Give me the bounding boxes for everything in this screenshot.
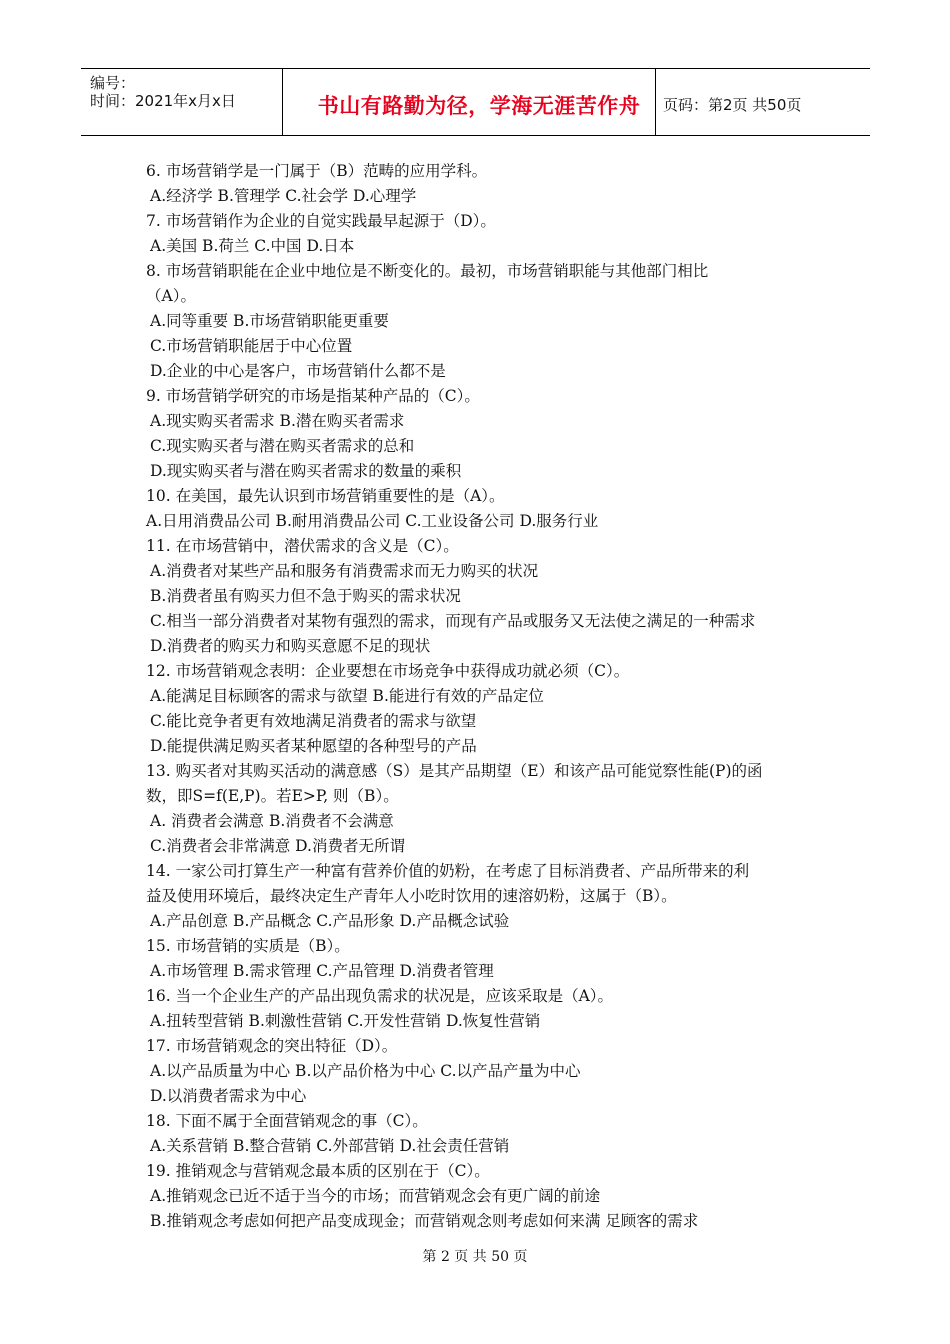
question-line: C.相当一部分消费者对某物有强烈的需求，而现有产品或服务又无法使之满足的一种需求 bbox=[150, 612, 756, 630]
question-line: 数，即S=f(E,P)。若E>P, 则（B）。 bbox=[146, 787, 399, 805]
question-line: 16. 当一个企业生产的产品出现负需求的状况是，应该采取是（A）。 bbox=[146, 987, 614, 1005]
question-line: C.消费者会非常满意 D.消费者无所谓 bbox=[150, 837, 405, 855]
doc-number-label: 编号： bbox=[90, 74, 136, 92]
question-line: 9. 市场营销学研究的市场是指某种产品的（C）。 bbox=[146, 387, 480, 405]
question-line: A.消费者对某些产品和服务有消费需求而无力购买的状况 bbox=[150, 562, 539, 580]
question-line: C.市场营销职能居于中心位置 bbox=[150, 337, 353, 355]
question-line: （A）。 bbox=[146, 287, 196, 305]
question-line: D.企业的中心是客户，市场营销什么都不是 bbox=[150, 362, 446, 380]
question-line: 14. 一家公司打算生产一种富有营养价值的奶粉，在考虑了目标消费者、产品所带来的利 bbox=[146, 862, 750, 880]
question-line: 益及使用环境后，最终决定生产青年人小吃时饮用的速溶奶粉，这属于（B）。 bbox=[146, 887, 677, 905]
question-line: A.同等重要 B.市场营销职能更重要 bbox=[150, 312, 389, 330]
question-line: A.市场管理 B.需求管理 C.产品管理 D.消费者管理 bbox=[150, 962, 494, 980]
question-line: 17. 市场营销观念的突出特征（D）。 bbox=[146, 1037, 398, 1055]
question-line: C.现实购买者与潜在购买者需求的总和 bbox=[150, 437, 415, 455]
question-line: D.消费者的购买力和购买意愿不足的现状 bbox=[150, 637, 431, 655]
page-info: 页码：第2页 共50页 bbox=[663, 96, 802, 114]
header-motto: 书山有路勤为径，学海无涯苦作舟 bbox=[317, 94, 641, 118]
question-line: D.以消费者需求为中心 bbox=[150, 1087, 307, 1105]
question-line: B.推销观念考虑如何把产品变成现金；而营销观念则考虑如何来满 足顾客的需求 bbox=[150, 1212, 699, 1230]
question-line: 7. 市场营销作为企业的自觉实践最早起源于（D）。 bbox=[146, 212, 496, 230]
question-line: 10. 在美国，最先认识到市场营销重要性的是（A）。 bbox=[146, 487, 505, 505]
question-line: A.扭转型营销 B.刺激性营销 C.开发性营销 D.恢复性营销 bbox=[150, 1012, 541, 1030]
question-line: 13. 购买者对其购买活动的满意感（S）是其产品期望（E）和该产品可能觉察性能(P)的函 bbox=[146, 762, 763, 780]
question-line: A.经济学 B.管理学 C.社会学 D.心理学 bbox=[150, 187, 417, 205]
question-line: A.以产品质量为中心 B.以产品价格为中心 C.以产品产量为中心 bbox=[150, 1062, 581, 1080]
question-line: A.推销观念已近不适于当今的市场；而营销观念会有更广阔的前途 bbox=[150, 1187, 601, 1205]
question-line: D.能提供满足购买者某种愿望的各种型号的产品 bbox=[150, 737, 477, 755]
question-line: 8. 市场营销职能在企业中地位是不断变化的。最初，市场营销职能与其他部门相比 bbox=[146, 262, 709, 280]
question-line: A.产品创意 B.产品概念 C.产品形象 D.产品概念试验 bbox=[150, 912, 510, 930]
header-divider-left bbox=[282, 68, 283, 136]
question-line: A.现实购买者需求 B.潜在购买者需求 bbox=[150, 412, 405, 430]
question-line: A.日用消费品公司 B.耐用消费品公司 C.工业设备公司 D.服务行业 bbox=[146, 512, 599, 530]
page-header bbox=[81, 68, 870, 136]
question-line: A.关系营销 B.整合营销 C.外部营销 D.社会责任营销 bbox=[150, 1137, 510, 1155]
question-line: D.现实购买者与潜在购买者需求的数量的乘积 bbox=[150, 462, 462, 480]
header-divider-right bbox=[655, 68, 656, 136]
page-footer: 第 2 页 共 50 页 bbox=[422, 1249, 528, 1265]
question-line: A.能满足目标顾客的需求与欲望 B.能进行有效的产品定位 bbox=[150, 687, 544, 705]
question-line: C.能比竞争者更有效地满足消费者的需求与欲望 bbox=[150, 712, 477, 730]
question-line: A.美国 B.荷兰 C.中国 D.日本 bbox=[150, 237, 355, 255]
header-bottom-rule bbox=[81, 135, 870, 136]
header-top-rule bbox=[81, 68, 870, 69]
question-line: 6. 市场营销学是一门属于（B）范畴的应用学科。 bbox=[146, 162, 488, 180]
date-label: 时间：2021年x月x日 bbox=[90, 92, 236, 110]
question-line: 19. 推销观念与营销观念最本质的区别在于（C）。 bbox=[146, 1162, 490, 1180]
question-line: 11. 在市场营销中，潜伏需求的含义是（C）。 bbox=[146, 537, 459, 555]
question-line: B.消费者虽有购买力但不急于购买的需求状况 bbox=[150, 587, 461, 605]
question-line: A. 消费者会满意 B.消费者不会满意 bbox=[150, 812, 394, 830]
question-line: 18. 下面不属于全面营销观念的事（C）。 bbox=[146, 1112, 428, 1130]
question-line: 15. 市场营销的实质是（B）。 bbox=[146, 937, 350, 955]
question-line: 12. 市场营销观念表明：企业要想在市场竞争中获得成功就必须（C）。 bbox=[146, 662, 630, 680]
